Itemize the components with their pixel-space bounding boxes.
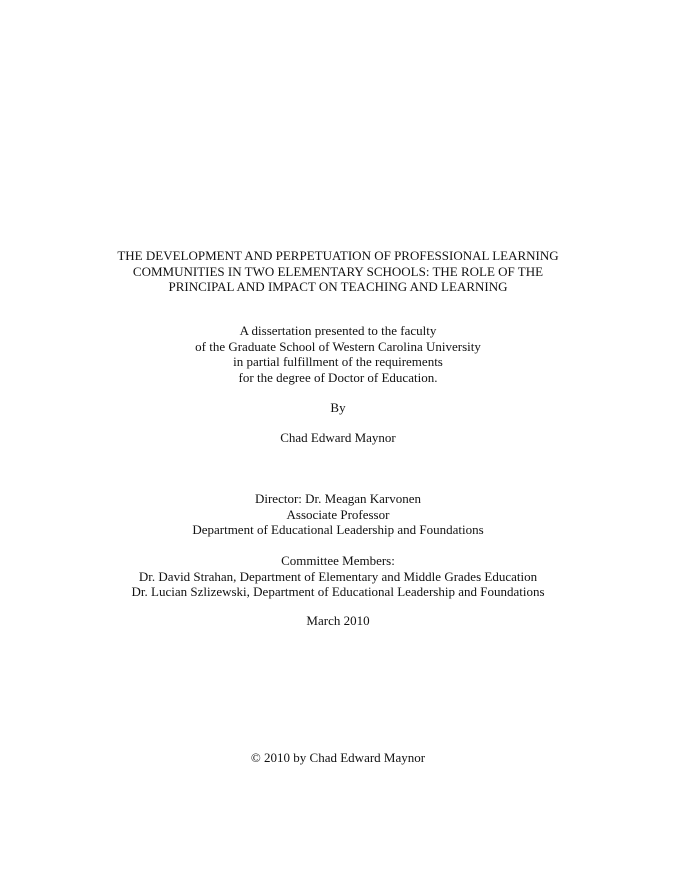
title-line: COMMUNITIES IN TWO ELEMENTARY SCHOOLS: THE ROLE OF THE bbox=[132, 263, 544, 279]
director-line: Director: Dr. Meagan Karvonen bbox=[254, 491, 422, 506]
date-text: March 2010 bbox=[306, 613, 370, 628]
by-label bbox=[0, 400, 676, 416]
by-text: By bbox=[330, 400, 346, 415]
title-line: THE DEVELOPMENT AND PERPETUATION OF PROFESSIONAL LEARNING bbox=[117, 248, 559, 263]
statement-line: of the Graduate School of Western Carolina University bbox=[195, 338, 481, 354]
committee-members bbox=[0, 553, 676, 600]
director-line: Associate Professor bbox=[286, 506, 390, 522]
director-info bbox=[0, 491, 676, 538]
committee-member: Dr. David Strahan, Department of Elementary and Middle Grades Education bbox=[138, 568, 538, 584]
statement-line: in partial fulfillment of the requirements bbox=[233, 354, 443, 369]
author-name bbox=[0, 430, 676, 446]
copyright-text: © 2010 by Chad Edward Maynor bbox=[250, 750, 426, 765]
submission-date bbox=[0, 613, 676, 629]
statement-line: A dissertation presented to the faculty bbox=[239, 323, 437, 338]
dissertation-title bbox=[0, 248, 676, 295]
copyright-notice bbox=[0, 750, 676, 766]
dissertation-statement bbox=[0, 323, 676, 385]
committee-heading: Committee Members: bbox=[281, 553, 395, 568]
author-text: Chad Edward Maynor bbox=[280, 430, 396, 445]
committee-member: Dr. Lucian Szlizewski, Department of Educational Leadership and Foundations bbox=[131, 584, 545, 599]
statement-line: for the degree of Doctor of Education. bbox=[238, 369, 438, 385]
director-line: Department of Educational Leadership and Foundations bbox=[192, 522, 484, 537]
title-line: PRINCIPAL AND IMPACT ON TEACHING AND LEARNING bbox=[168, 279, 508, 294]
